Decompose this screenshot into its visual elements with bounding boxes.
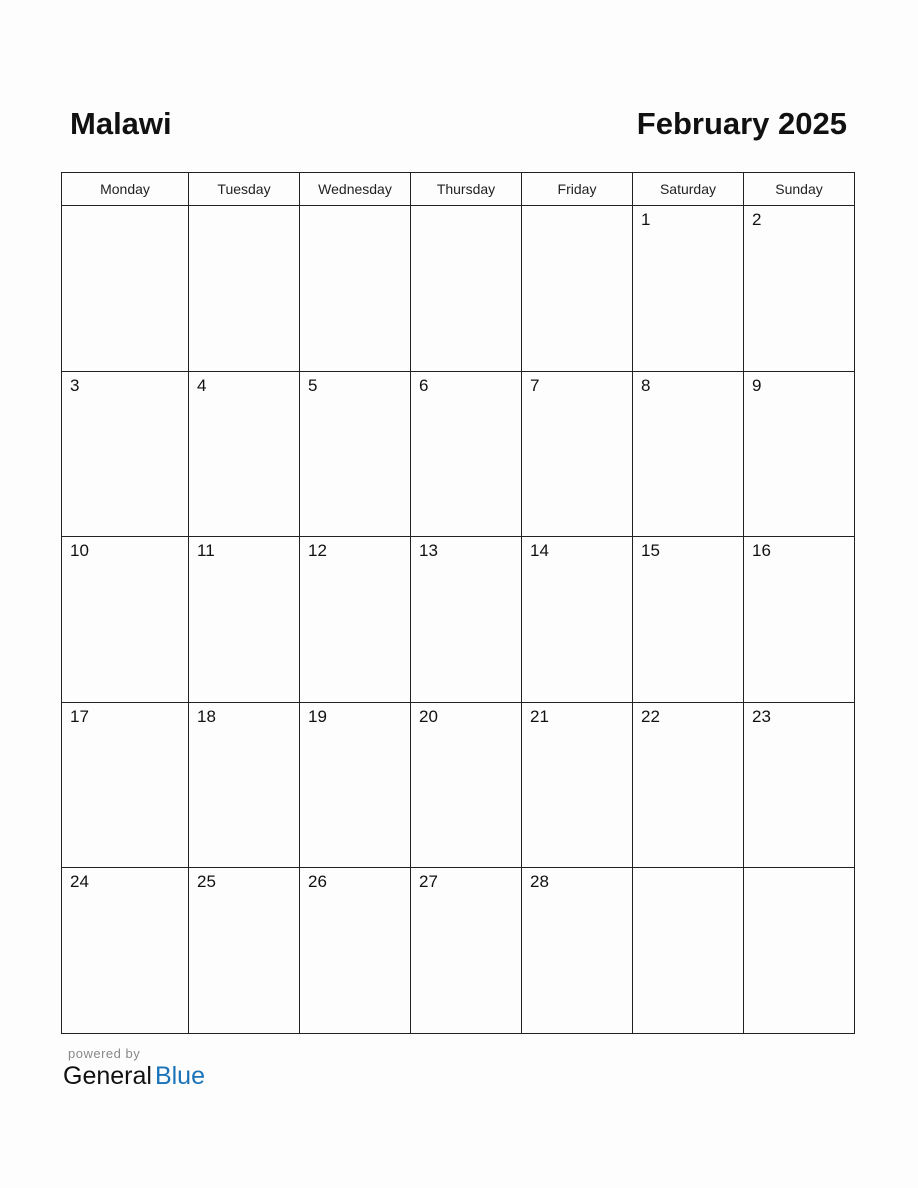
day-number: 13 [419, 541, 438, 560]
powered-by-label: powered by [68, 1046, 141, 1061]
day-number: 27 [419, 872, 438, 891]
day-cell [522, 703, 633, 869]
day-cell [189, 206, 300, 372]
day-cell [411, 206, 522, 372]
day-cell [744, 372, 855, 538]
logo-blue: Blue [154, 1062, 205, 1090]
day-number: 14 [530, 541, 549, 560]
day-cell [300, 206, 411, 372]
day-number: 16 [752, 541, 771, 560]
day-number: 3 [70, 375, 80, 395]
day-cell [62, 868, 189, 1034]
day-cell [411, 868, 522, 1034]
day-cell [744, 703, 855, 869]
day-cell [411, 537, 522, 703]
day-number: 24 [70, 872, 89, 891]
day-cell [189, 868, 300, 1034]
logo-general: General [63, 1062, 152, 1090]
day-number: 2 [752, 210, 762, 229]
day-cell [633, 703, 744, 869]
weekday-header: Thursday [411, 173, 522, 206]
day-cell [411, 372, 522, 538]
day-number: 9 [752, 375, 762, 395]
day-cell [522, 206, 633, 372]
day-number: 11 [197, 541, 215, 560]
day-number: 7 [530, 375, 540, 395]
weekday-header: Friday [522, 173, 633, 206]
day-number: 15 [641, 541, 660, 560]
day-number: 1 [641, 210, 651, 229]
day-cell [522, 868, 633, 1034]
day-cell [633, 372, 744, 538]
day-number: 22 [641, 706, 660, 726]
weekday-header: Wednesday [300, 173, 411, 206]
month-title: February 2025 [636, 106, 847, 141]
day-number: 4 [197, 375, 207, 395]
day-cell [300, 703, 411, 869]
day-cell [189, 703, 300, 869]
country-title: Malawi [70, 106, 172, 141]
weekday-header: Saturday [633, 173, 744, 206]
day-cell [633, 537, 744, 703]
day-number: 17 [70, 706, 89, 726]
day-cell [189, 372, 300, 538]
weekday-header: Sunday [744, 173, 855, 206]
day-number: 6 [419, 375, 429, 395]
day-cell [411, 703, 522, 869]
day-cell [744, 537, 855, 703]
day-cell [744, 206, 855, 372]
day-number: 5 [308, 375, 318, 395]
calendar-grid [61, 172, 855, 1034]
day-number: 8 [641, 375, 651, 395]
day-cell [300, 868, 411, 1034]
day-cell [300, 372, 411, 538]
day-cell [633, 206, 744, 372]
day-number: 28 [530, 872, 549, 891]
day-number: 25 [197, 872, 216, 891]
day-number: 21 [530, 706, 549, 726]
day-cell [522, 537, 633, 703]
weekday-header: Tuesday [189, 173, 300, 206]
day-number: 23 [752, 706, 771, 726]
weekday-header: Monday [62, 173, 189, 206]
generalblue-logo[interactable] [63, 1062, 205, 1091]
day-number: 19 [308, 706, 327, 726]
day-cell [189, 537, 300, 703]
day-cell [62, 703, 189, 869]
day-number: 20 [419, 706, 438, 726]
day-number: 18 [197, 706, 216, 726]
day-cell [62, 206, 189, 372]
day-cell [633, 868, 744, 1034]
day-number: 10 [70, 541, 89, 560]
day-number: 12 [308, 541, 327, 560]
day-cell [522, 372, 633, 538]
day-cell [62, 537, 189, 703]
day-cell [744, 868, 855, 1034]
day-number: 26 [308, 872, 327, 891]
day-cell [300, 537, 411, 703]
day-cell [62, 372, 189, 538]
